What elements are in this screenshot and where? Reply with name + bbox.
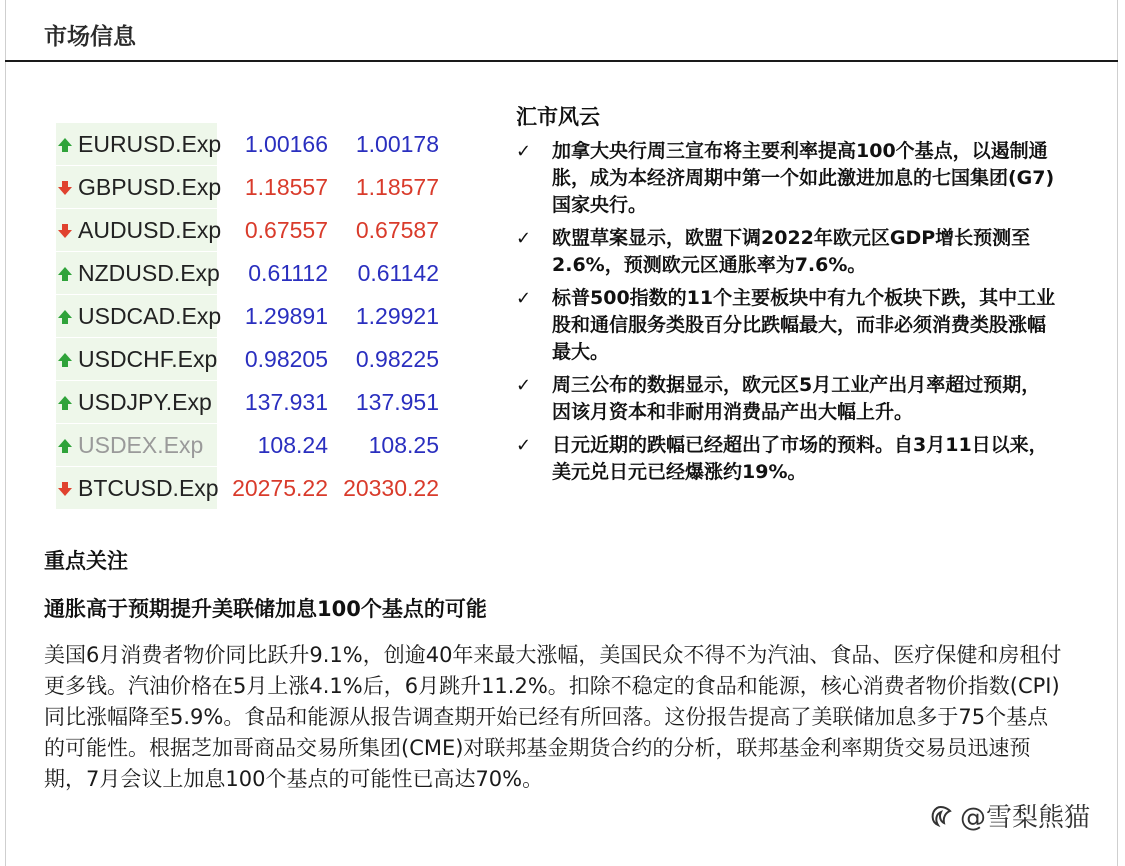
quote-symbol-cell xyxy=(56,123,222,166)
news-item-text: 周三公布的数据显示，欧元区5月工业产出月率超过预期，因该月资本和非耐用消费品产出大幅上升。 xyxy=(552,374,1041,423)
arrow-up-icon xyxy=(56,308,74,326)
arrow-up-icon xyxy=(56,136,74,154)
news-item-text: 标普500指数的11个主要板块中有九个板块下跌，其中工业股和通信服务类股百分比跌幅最大，而非必须消费类股涨幅最大。 xyxy=(552,287,1056,363)
quote-bid: 20275.22 xyxy=(218,467,329,510)
quote-symbol-cell xyxy=(56,467,218,510)
quote-ask: 1.29921 xyxy=(329,295,440,338)
news-item xyxy=(516,225,1056,279)
quote-symbol-cell xyxy=(56,381,218,424)
quote-bid: 0.98205 xyxy=(218,338,329,381)
quote-bid: 0.61112 xyxy=(218,252,329,295)
checkmark-icon: ✓ xyxy=(516,141,532,162)
quote-row xyxy=(56,424,440,467)
news-item xyxy=(516,285,1056,366)
arrow-down-icon xyxy=(56,222,74,240)
news-item xyxy=(516,138,1056,219)
quote-ask: 1.18577 xyxy=(329,166,440,209)
quote-symbol-cell xyxy=(56,295,222,338)
news-item-text: 欧盟草案显示，欧盟下调2022年欧元区GDP增长预测至2.6%，预测欧元区通胀率为7.6%。 xyxy=(552,227,1031,276)
news-item-text: 加拿大央行周三宣布将主要利率提高100个基点，以遏制通胀，成为本经济周期中第一个如此激进加息的七国集团(G7)国家央行。 xyxy=(552,140,1055,216)
quote-row xyxy=(56,209,440,252)
quote-ask: 0.98225 xyxy=(329,338,440,381)
news-item xyxy=(516,432,1056,486)
quote-bid: 108.24 xyxy=(218,424,329,467)
article-title: 通胀高于预期提升美联储加息100个基点的可能 xyxy=(44,597,487,621)
quote-symbol-cell xyxy=(56,252,218,295)
quote-ask: 20330.22 xyxy=(329,467,440,510)
arrow-down-icon xyxy=(56,480,74,498)
article-body: 美国6月消费者物价同比跃升9.1%，创逾40年来最大涨幅，美国民众不得不为汽油、食品、医疗保健和房租付更多钱。汽油价格在5月上涨4.1%后，6月跳升11.2%。扣除不稳定的食品和能源，核心消费者物价指数(CPI)同比涨幅降至5.9%。食品和能源从报告调查期开始已经有所回落。这份报告提高了美联储加息多于75个基点的可能性。根据芝加哥商品交易所集团(CME)对联邦基金期货合约的分析，联邦基金利率期货交易员迅速预期，7月会议上加息100个基点的可能性已高达70%。 xyxy=(44,643,1062,791)
quote-symbol-cell xyxy=(56,209,222,252)
quote-symbol: USDCAD.Exp xyxy=(78,302,222,329)
quote-row xyxy=(56,252,440,295)
quote-symbol: USDEX.Exp xyxy=(78,431,204,458)
quote-ask: 137.951 xyxy=(329,381,440,424)
quote-symbol-cell xyxy=(56,338,218,381)
quote-table xyxy=(55,122,440,510)
checkmark-icon: ✓ xyxy=(516,375,532,396)
quote-row xyxy=(56,381,440,424)
watermark xyxy=(928,797,1090,834)
arrow-up-icon xyxy=(56,437,74,455)
arrow-up-icon xyxy=(56,394,74,412)
checkmark-icon: ✓ xyxy=(516,435,532,456)
arrow-up-icon xyxy=(56,265,74,283)
snowball-logo-icon xyxy=(928,802,956,830)
checkmark-icon: ✓ xyxy=(516,228,532,249)
quote-symbol: USDJPY.Exp xyxy=(78,388,212,415)
quote-row xyxy=(56,166,440,209)
quote-ask: 108.25 xyxy=(329,424,440,467)
quote-ask: 0.61142 xyxy=(329,252,440,295)
quote-symbol: USDCHF.Exp xyxy=(78,345,218,372)
quote-symbol: NZDUSD.Exp xyxy=(78,259,220,286)
news-item-text: 日元近期的跌幅已经超出了市场的预料。自3月11日以来，美元兑日元已经爆涨约19%。 xyxy=(552,434,1048,483)
quote-bid: 137.931 xyxy=(218,381,329,424)
quote-row xyxy=(56,467,440,510)
quote-symbol: EURUSD.Exp xyxy=(78,130,222,157)
quote-ask: 0.67587 xyxy=(329,209,440,252)
quote-row xyxy=(56,338,440,381)
header-divider xyxy=(5,60,1118,62)
quote-symbol: AUDUSD.Exp xyxy=(78,216,222,243)
watermark-text: @雪梨熊猫 xyxy=(960,803,1091,833)
arrow-up-icon xyxy=(56,351,74,369)
arrow-down-icon xyxy=(56,179,74,197)
checkmark-icon: ✓ xyxy=(516,288,532,309)
quote-row xyxy=(56,123,440,166)
quote-bid: 0.67557 xyxy=(218,209,329,252)
quote-bid: 1.29891 xyxy=(218,295,329,338)
quote-symbol-cell xyxy=(56,166,222,209)
quote-ask: 1.00178 xyxy=(329,123,440,166)
quote-bid: 1.18557 xyxy=(218,166,329,209)
news-item xyxy=(516,372,1056,426)
frame-right-border xyxy=(1117,0,1118,866)
frame-left-border xyxy=(5,0,6,866)
page-title: 市场信息 xyxy=(44,24,136,50)
news-section-title: 汇市风云 xyxy=(516,105,600,129)
focus-section-title: 重点关注 xyxy=(44,549,128,573)
quote-bid: 1.00166 xyxy=(218,123,329,166)
news-list xyxy=(516,138,1056,492)
quote-symbol: BTCUSD.Exp xyxy=(78,474,219,501)
quote-row xyxy=(56,295,440,338)
quote-symbol-cell xyxy=(56,424,218,467)
quote-symbol: GBPUSD.Exp xyxy=(78,173,222,200)
